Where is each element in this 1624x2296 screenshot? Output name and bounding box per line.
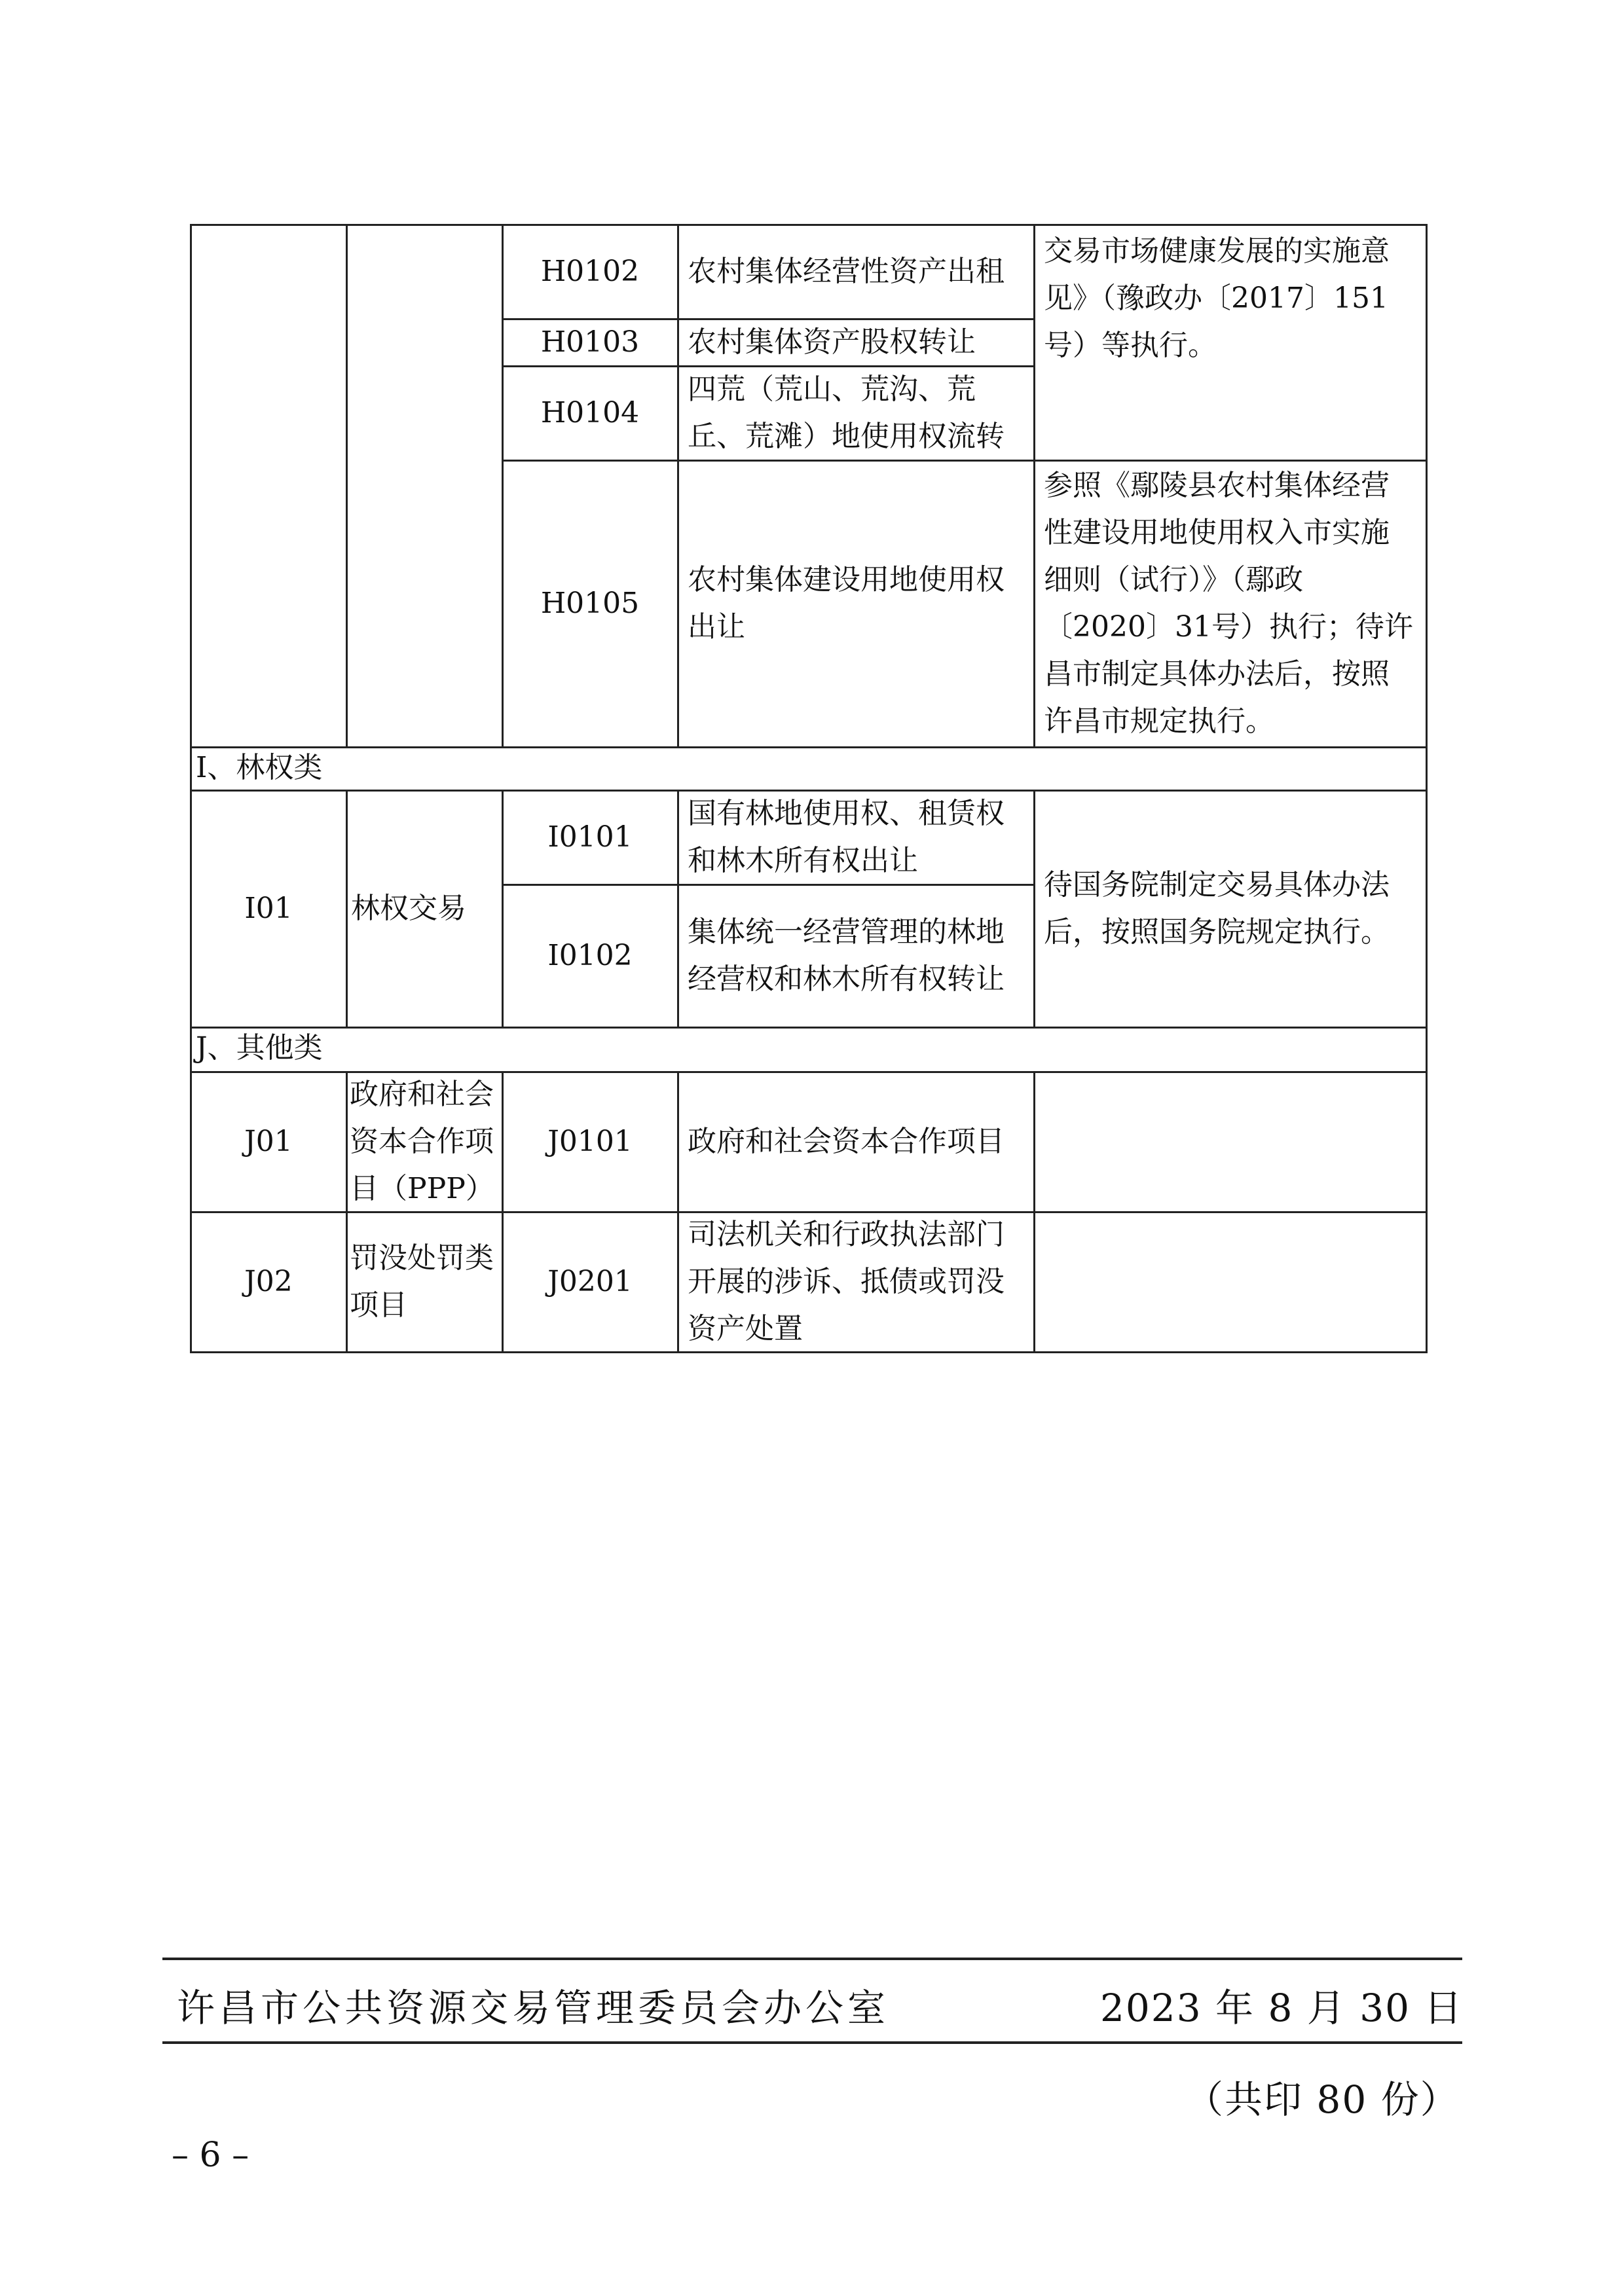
item-code: J0201 xyxy=(547,1265,633,1298)
item-note xyxy=(1035,1072,1426,1211)
section-heading-forest: I、林权类 xyxy=(196,751,323,784)
issuer-name: 许昌市公共资源交易管理委员会办公室 xyxy=(177,1986,890,2030)
item-code: H0102 xyxy=(540,255,640,288)
page-number: – 6 – xyxy=(172,2136,249,2175)
category-code: J01 xyxy=(244,1125,293,1158)
issue-date: 2023 年 8 月 30 日 xyxy=(1100,1986,1464,2030)
item-name: 农村集体建设用地使用权出让 xyxy=(688,563,1005,644)
item-name: 农村集体资产股权转让 xyxy=(688,325,976,359)
copies-count: （共印 80 份） xyxy=(1185,2077,1460,2122)
item-name: 四荒（荒山、荒沟、荒丘、荒滩）地使用权流转 xyxy=(688,373,1005,453)
item-name: 农村集体经营性资产出租 xyxy=(688,255,1005,288)
item-name: 司法机关和行政执法部门开展的涉诉、抵债或罚没资产处置 xyxy=(688,1218,1005,1345)
category-name: 林权交易 xyxy=(351,892,466,925)
item-code: H0103 xyxy=(540,325,640,359)
item-code: I0102 xyxy=(547,939,633,972)
footer-rule-bottom xyxy=(162,2041,1462,2044)
item-name: 国有林地使用权、租赁权和林木所有权出让 xyxy=(688,797,1005,877)
category-code: J02 xyxy=(244,1265,293,1298)
section-heading-other: J、其他类 xyxy=(196,1031,323,1065)
item-code: J0101 xyxy=(547,1125,633,1158)
item-name: 集体统一经营管理的林地经营权和林木所有权转让 xyxy=(688,915,1005,996)
item-code: H0105 xyxy=(540,587,640,620)
footer-rule-top xyxy=(162,1958,1462,1960)
item-name: 政府和社会资本合作项目 xyxy=(688,1125,1005,1158)
item-note: 参照《鄢陵县农村集体经营性建设用地使用权入市实施细则（试行）》（鄢政〔2020〕31号）执行；待许昌市制定具体办法后，按照许昌市规定执行。 xyxy=(1044,469,1413,738)
item-code: H0104 xyxy=(540,396,640,429)
category-code: I01 xyxy=(244,892,293,925)
item-code: I0101 xyxy=(547,820,633,854)
category-name: 罚没处罚类项目 xyxy=(350,1241,494,1322)
category-name: 政府和社会资本合作项目（PPP） xyxy=(350,1078,494,1205)
item-note: 交易市场健康发展的实施意见》（豫政办〔2017〕151号）等执行。 xyxy=(1044,234,1390,362)
item-note xyxy=(1035,1212,1426,1351)
item-note: 待国务院制定交易具体办法后，按照国务院规定执行。 xyxy=(1044,868,1390,949)
